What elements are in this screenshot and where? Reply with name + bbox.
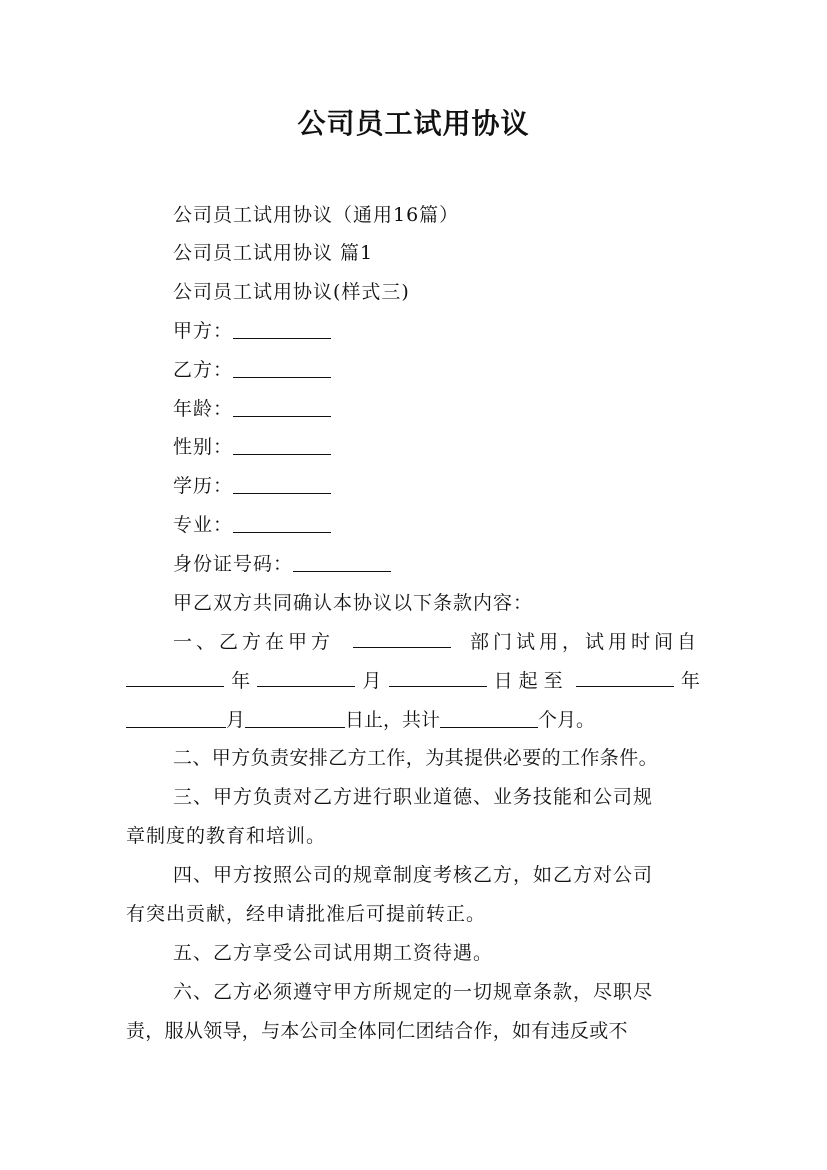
field-label: 年龄： [173,398,234,420]
blank-line [440,709,538,728]
clause3-line1: 三、甲方负责对乙方进行职业道德、业务技能和公司规 [173,786,654,808]
field-age [173,394,331,421]
clause-text: 日止，共计 [345,709,441,731]
blank-line [576,668,674,687]
blank-line [126,709,226,728]
clause-text: 一、乙方在甲方 [173,631,335,653]
confirm-line: 甲乙双方共同确认本协议以下条款内容： [173,592,534,614]
field-id-number [173,549,391,576]
field-label: 专业： [173,514,234,536]
blank-line [233,514,331,533]
clause3-line2: 章制度的教育和培训。 [126,825,327,847]
clause6-line2: 责，服从领导，与本公司全体同仁团结合作，如有违反或不 [126,1020,628,1042]
blank-line [126,668,224,687]
style-heading: 公司员工试用协议(样式三) [173,281,410,303]
blank-line [233,320,331,339]
clause-text: 部门试用，试用时间自 [469,631,700,653]
blank-line [245,709,345,728]
clause-text: 月 [362,670,382,692]
subtitle-line: 公司员工试用协议（通用16篇） [173,204,460,226]
blank-line [293,553,391,572]
clause1-line2 [126,666,700,693]
section-heading: 公司员工试用协议 篇1 [173,242,374,264]
clause-text: 年 [231,670,251,692]
clause2: 二、甲方负责安排乙方工作，为其提供必要的工作条件。 [173,747,659,769]
field-label: 乙方： [173,359,234,381]
clause6-line1: 六、乙方必须遵守甲方所规定的一切规章条款，尽职尽 [173,981,654,1003]
blank-line [257,668,355,687]
blank-line [233,398,331,417]
blank-line [233,436,331,455]
blank-line [233,475,331,494]
document-title: 公司员工试用协议 [297,107,530,140]
field-major [173,510,331,537]
clause-text: 日起至 [493,670,569,692]
clause-text: 年 [680,670,700,692]
field-label: 身份证号码： [173,553,294,575]
field-label: 甲方： [173,320,234,342]
clause-text: 月 [226,709,246,731]
field-label: 学历： [173,475,234,497]
field-party-a [173,316,331,343]
field-education [173,471,331,498]
field-label: 性别： [173,436,234,458]
clause1-line1 [173,627,700,654]
blank-line [353,629,451,648]
field-party-b [173,355,331,382]
blank-line [389,668,487,687]
clause-text: 个月。 [538,709,596,731]
clause4-line2: 有突出贡献，经申请批准后可提前转正。 [126,903,487,925]
clause1-line3 [126,705,700,732]
clause4-line1: 四、甲方按照公司的规章制度考核乙方，如乙方对公司 [173,864,654,886]
clause5: 五、乙方享受公司试用期工资待遇。 [173,942,494,964]
blank-line [233,359,331,378]
field-gender [173,432,331,459]
